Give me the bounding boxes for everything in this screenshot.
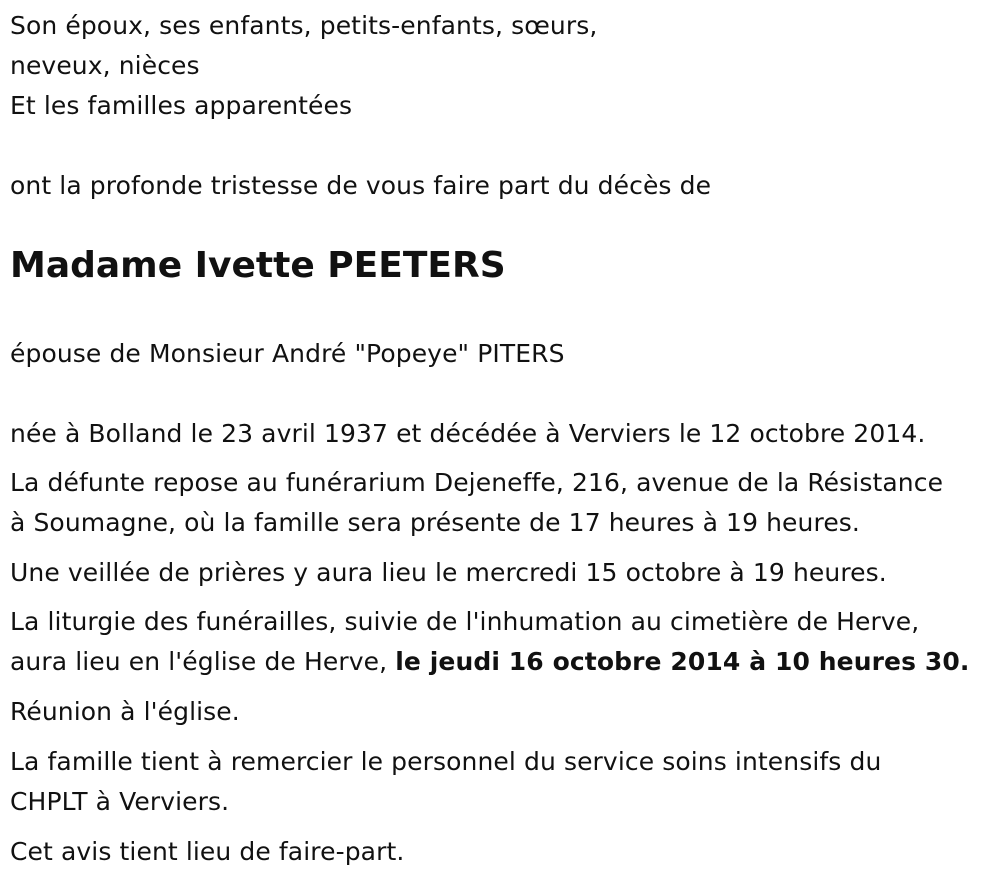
reunion-line: Réunion à l'église. xyxy=(10,697,240,726)
thanks-line-2: CHPLT à Verviers. xyxy=(10,787,230,816)
intro-line-1: Son époux, ses enfants, petits-enfants, sœurs, xyxy=(10,11,598,40)
birth-death-line: née à Bolland le 23 avril 1937 et décédée à Verviers le 12 octobre 2014. xyxy=(10,419,926,448)
funeral-line-2 xyxy=(10,642,969,682)
deceased-name: Madame Ivette PEETERS xyxy=(10,245,506,286)
funeral-date-time: le jeudi 16 octobre 2014 à 10 heures 30. xyxy=(395,647,970,676)
vigil-line: Une veillée de prières y aura lieu le mercredi 15 octobre à 19 heures. xyxy=(10,558,887,587)
repose-line-2: à Soumagne, où la famille sera présente de 17 heures à 19 heures. xyxy=(10,508,860,537)
intro-line-2: neveux, nièces xyxy=(10,51,200,80)
repose-line-1: La défunte repose au funérarium Dejeneffe, 216, avenue de la Résistance xyxy=(10,468,944,497)
funeral-line-1: La liturgie des funérailles, suivie de l'inhumation au cimetière de Herve, xyxy=(10,607,920,636)
spouse-line: épouse de Monsieur André "Popeye" PITERS xyxy=(10,339,565,368)
announcement-text: ont la profonde tristesse de vous faire part du décès de xyxy=(10,171,712,200)
closing-line: Cet avis tient lieu de faire-part. xyxy=(10,837,405,866)
funeral-location-text: aura lieu en l'église de Herve, xyxy=(10,647,396,676)
intro-line-3: Et les familles apparentées xyxy=(10,91,353,120)
thanks-line-1: La famille tient à remercier le personnel du service soins intensifs du xyxy=(10,747,882,776)
